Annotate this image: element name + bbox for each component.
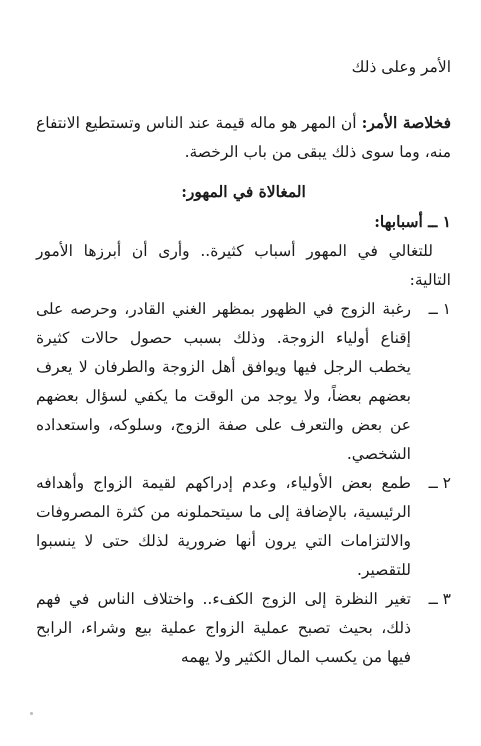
item-text: رغبة الزوج في الظهور بمظهر الغني القادر، وحرصه على إقناع أولياء الزوجة. وذلك بسبب حصول حالات كثيرة يخطب الرجل فيها ويوافق أهل الزوجة والطرفان لا يعرف بعضهم بعضاً، ولا يوجد من الوقت ما يكفي لسؤال بعضهم عن بعض والتعرف على صفة الزوج، وسلوكه، واستعداده الشخصي.: [36, 300, 411, 463]
subsection-heading: ١ ــ أسبابها:: [374, 212, 451, 231]
list-item: [36, 469, 451, 585]
summary-text: أن المهر هو ماله قيمة عند الناس وتستطيع الانتفاع منه، وما سوى ذلك يبقى من باب الرخصة.: [36, 114, 451, 161]
item-number: ٢ ــ: [428, 474, 451, 492]
section-heading: المغالاة في المهور:: [181, 182, 306, 201]
list-item: [36, 295, 451, 469]
continuation-line: الأمر وعلى ذلك: [351, 58, 451, 76]
summary-lead: فخلاصة الأمر:: [361, 113, 451, 132]
list-item: [36, 585, 451, 672]
item-number: ٣ ــ: [428, 590, 451, 608]
item-text: تغير النظرة إلى الزوج الكفء.. واختلاف الناس في فهم ذلك، بحيث تصبح عملية الزواج عملية بيع وشراء، الرابح فيها من يكسب المال الكثير ولا يهمه: [36, 590, 411, 666]
margin-dot: [30, 712, 33, 715]
item-text: طمع بعض الأولياء، وعدم إدراكهم لقيمة الزواج وأهدافه الرئيسية، بالإضافة إلى ما سيتحملونه من كثرة المصروفات والالتزامات التي يرون أنها ضرورية لذلك حتى لا ينسبوا للتقصير.: [36, 474, 411, 579]
summary-paragraph: [36, 108, 451, 167]
intro-paragraph: للتغالي في المهور أسباب كثيرة.. وأرى أن أبرزها الأمور التالية:: [36, 242, 451, 289]
item-number: ١ ــ: [428, 300, 451, 318]
